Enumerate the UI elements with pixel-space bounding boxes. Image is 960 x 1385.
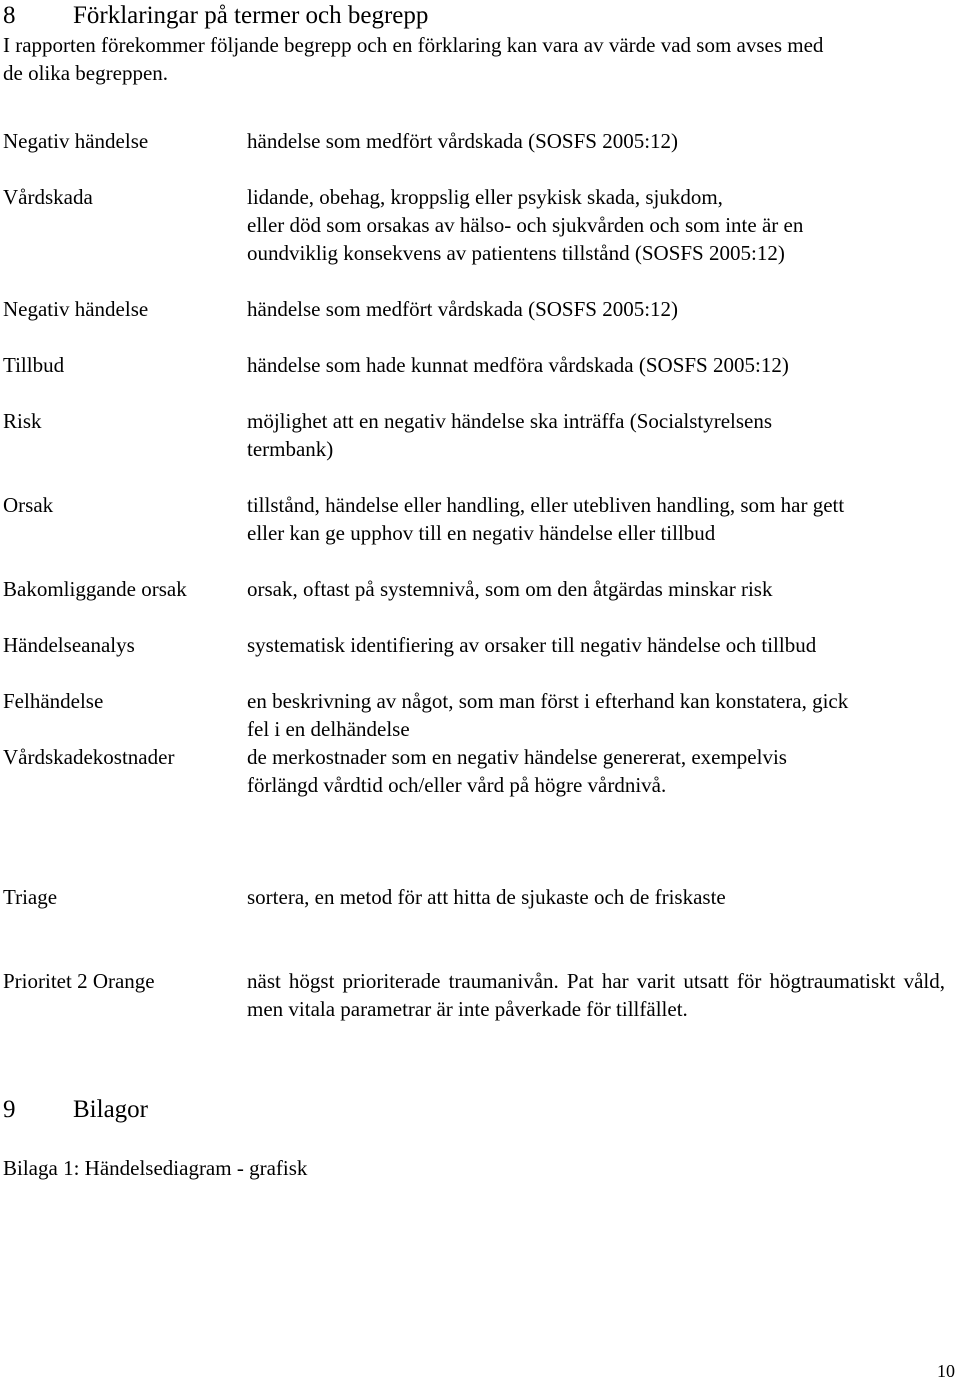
glossary-definition: orsak, oftast på systemnivå, som om den åtgärdas minskar risk	[247, 577, 773, 601]
glossary-term: Negativ händelse	[3, 297, 149, 321]
glossary-definition: systematisk identifiering av orsaker till negativ händelse och tillbud	[247, 633, 817, 657]
section-8-number: 8	[3, 2, 16, 29]
glossary-definition: eller kan ge upphov till en negativ händelse eller tillbud	[247, 521, 716, 545]
glossary-definition: en beskrivning av något, som man först i efterhand kan konstatera, gick	[247, 689, 849, 713]
glossary-term: Negativ händelse	[3, 129, 149, 153]
glossary-term: Risk	[3, 409, 42, 433]
glossary-definition: sortera, en metod för att hitta de sjukaste och de friskaste	[247, 885, 726, 909]
section-8-heading	[3, 1, 428, 31]
glossary-term: Triage	[3, 885, 58, 909]
glossary-definition: möjlighet att en negativ händelse ska inträffa (Socialstyrelsens	[247, 409, 773, 433]
glossary-definition: fel i en delhändelse	[247, 717, 410, 741]
glossary-definition: näst högst prioriterade traumanivån. Pat har varit utsatt för högtraumatiskt våld, men vitala parametrar är inte påverkade för tillfället.	[247, 969, 945, 1021]
glossary-term: Prioritet 2 Orange	[3, 969, 155, 993]
section-9-number: 9	[3, 1096, 16, 1123]
glossary-term: Orsak	[3, 493, 54, 517]
appendix-item: Bilaga 1: Händelsediagram - grafisk	[3, 1156, 308, 1180]
glossary-term: Händelseanalys	[3, 633, 135, 657]
glossary-definition: de merkostnader som en negativ händelse genererat, exempelvis	[247, 745, 787, 769]
intro-line-1: I rapporten förekommer följande begrepp och en förklaring kan vara av värde vad som avses med	[3, 33, 824, 57]
glossary-term: Tillbud	[3, 353, 65, 377]
glossary-definition: förlängd vårdtid och/eller vård på högre vårdnivå.	[247, 773, 667, 797]
glossary-definition: händelse som hade kunnat medföra vårdskada (SOSFS 2005:12)	[247, 353, 789, 377]
glossary-definition: händelse som medfört vårdskada (SOSFS 2005:12)	[247, 129, 679, 153]
glossary-definition: lidande, obehag, kroppslig eller psykisk skada, sjukdom,	[247, 185, 723, 209]
page-number: 10	[937, 1361, 955, 1381]
glossary-term: Vårdskadekostnader	[3, 745, 175, 769]
glossary-term: Felhändelse	[3, 689, 104, 713]
glossary-definition: tillstånd, händelse eller handling, eller utebliven handling, som har gett	[247, 493, 845, 517]
intro-line-2: de olika begreppen.	[3, 61, 169, 85]
section-9-heading	[3, 1095, 148, 1125]
section-9-title: Bilagor	[73, 1096, 148, 1123]
glossary-term: Bakomliggande orsak	[3, 577, 187, 601]
glossary-definition: händelse som medfört vårdskada (SOSFS 2005:12)	[247, 297, 679, 321]
glossary-definition: oundviklig konsekvens av patientens tillstånd (SOSFS 2005:12)	[247, 241, 785, 265]
glossary-term: Vårdskada	[3, 185, 93, 209]
glossary-definition: termbank)	[247, 437, 334, 461]
section-8-title: Förklaringar på termer och begrepp	[73, 2, 429, 29]
glossary-definition: eller död som orsakas av hälso- och sjukvården och som inte är en	[247, 213, 804, 237]
